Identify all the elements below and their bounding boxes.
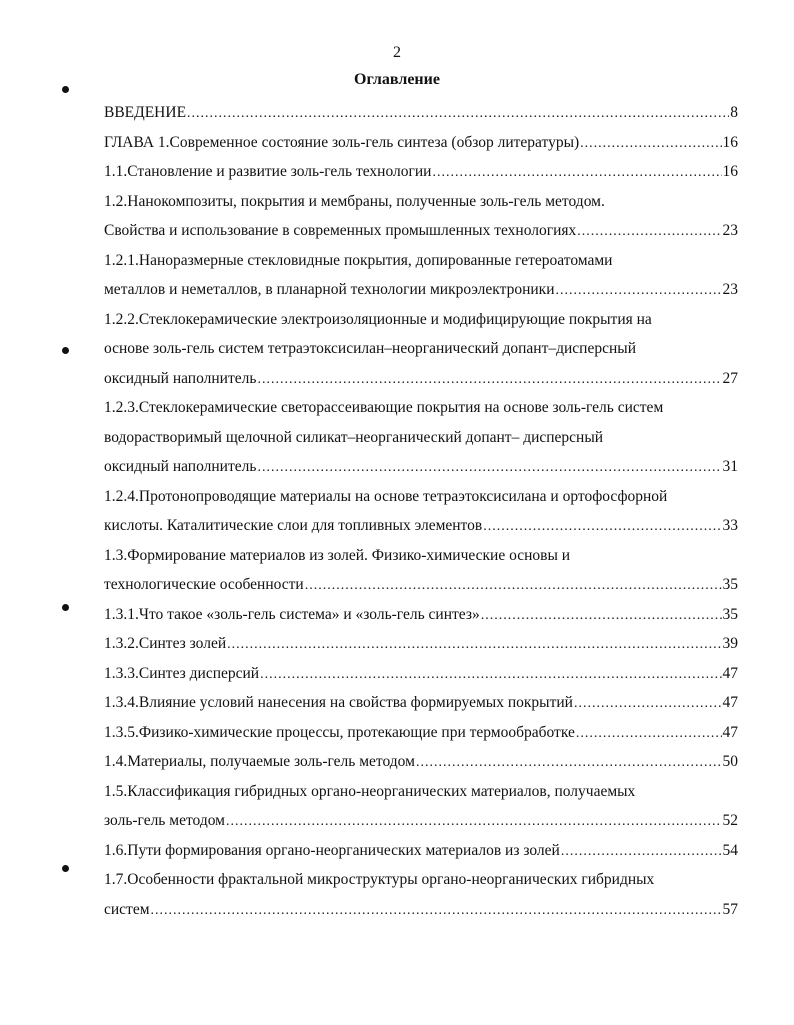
toc-entry-text: 1.6.Пути формирования органо-неорганических материалов из золей: [104, 841, 560, 859]
dot-leader: [187, 99, 729, 128]
toc-entry-text: 1.1.Становление и развитие золь-гель технологии: [104, 163, 432, 180]
toc-entry[interactable]: [104, 688, 738, 718]
toc-line: [104, 305, 738, 335]
toc-line: [104, 806, 738, 836]
dot-leader: [561, 837, 722, 866]
dot-leader: [151, 896, 722, 925]
toc-entry[interactable]: [104, 777, 738, 836]
toc-page-number: 35: [722, 605, 738, 623]
margin-mark: [62, 604, 69, 611]
toc-entry-text: 1.2.3.Стеклокерамические светорассеивающие покрытия на основе золь-гель систем: [104, 399, 664, 416]
page-number: 2: [393, 44, 401, 61]
margin-mark: [62, 865, 69, 872]
toc-entry-text: систем: [104, 900, 150, 918]
toc-entry-text: 1.3.1.Что такое «золь-гель система» и «золь-гель синтез»: [104, 605, 480, 623]
toc-page-number: 54: [722, 841, 738, 859]
dot-leader: [432, 158, 721, 187]
toc-entry-text: 1.5.Классификация гибридных органо-неорганических материалов, получаемых: [104, 782, 636, 800]
toc-entry[interactable]: [104, 98, 738, 128]
toc-entry[interactable]: [104, 246, 738, 305]
margin-mark: [62, 86, 69, 93]
dot-leader: [577, 217, 721, 246]
toc-line: [104, 98, 738, 128]
toc-line: [104, 865, 738, 895]
toc-entry-text: 1.7.Особенности фрактальной микроструктуры органо-неорганических гибридных: [104, 871, 655, 888]
toc-line: [104, 423, 738, 453]
toc-entry[interactable]: [104, 187, 738, 246]
toc-entry-text: 1.4.Материалы, получаемые золь-гель методом: [104, 753, 415, 770]
toc-page-number: 39: [722, 635, 738, 652]
table-of-contents: [104, 98, 738, 924]
toc-line: [104, 629, 738, 659]
toc-entry-text: 1.2.2.Стеклокерамические электроизоляционные и модифицирующие покрытия на: [104, 310, 652, 328]
toc-page-number: 47: [722, 694, 738, 711]
toc-line: [104, 688, 738, 718]
toc-page-number: 31: [722, 458, 738, 475]
toc-entry-text: 1.2.1.Наноразмерные стекловидные покрытия, допированные гетероатомами: [104, 251, 613, 269]
dot-leader: [555, 276, 721, 305]
toc-page-number: 33: [722, 517, 738, 534]
toc-entry[interactable]: [104, 836, 738, 866]
toc-page-number: 50: [722, 753, 738, 770]
toc-entry[interactable]: [104, 541, 738, 600]
dot-leader: [257, 365, 721, 394]
toc-entry-text: оксидный наполнитель: [104, 458, 257, 475]
toc-entry[interactable]: [104, 482, 738, 541]
toc-line: [104, 275, 738, 305]
toc-line: [104, 895, 738, 925]
toc-line: [104, 747, 738, 777]
toc-line: [104, 600, 738, 630]
toc-entry[interactable]: [104, 305, 738, 394]
toc-entry-text: оксидный наполнитель: [104, 369, 257, 387]
toc-line: [104, 659, 738, 689]
toc-entry-text: 1.3.Формирование материалов из золей. Физико-химические основы и: [104, 546, 571, 564]
toc-entry[interactable]: [104, 128, 738, 158]
toc-entry[interactable]: [104, 865, 738, 924]
toc-line: [104, 718, 738, 748]
toc-entry-text: 1.2.Нанокомпозиты, покрытия и мембраны, полученные золь-гель методом.: [104, 192, 605, 210]
toc-entry-text: технологические особенности: [104, 576, 304, 593]
dot-leader: [574, 689, 722, 718]
dot-leader: [483, 512, 721, 541]
toc-page-number: 35: [722, 576, 738, 593]
toc-entry[interactable]: [104, 600, 738, 630]
toc-page-number: 57: [722, 900, 738, 918]
dot-leader: [481, 601, 722, 630]
toc-entry[interactable]: [104, 629, 738, 659]
dot-leader: [580, 129, 721, 158]
toc-entry-text: ВВЕДЕНИЕ: [104, 104, 187, 121]
toc-line: [104, 216, 738, 246]
toc-line: [104, 482, 738, 512]
dot-leader: [576, 719, 722, 748]
toc-line: [104, 452, 738, 482]
toc-page-number: 47: [722, 723, 738, 741]
dot-leader: [260, 660, 721, 689]
toc-line: [104, 541, 738, 571]
dot-leader: [416, 748, 722, 777]
toc-page-number: 23: [722, 281, 738, 298]
toc-entry-text: водорастворимый щелочной силикат–неорганический допант– дисперсный: [104, 428, 604, 446]
toc-line: [104, 128, 738, 158]
toc-line: [104, 246, 738, 276]
toc-page-number: 16: [722, 133, 738, 151]
dot-leader: [305, 571, 722, 600]
toc-line: [104, 157, 738, 187]
toc-entry-text: 1.3.3.Синтез дисперсий: [104, 664, 260, 682]
dot-leader: [257, 453, 721, 482]
toc-entry-text: 1.3.4.Влияние условий нанесения на свойства формируемых покрытий: [104, 694, 573, 711]
toc-entry[interactable]: [104, 157, 738, 187]
toc-page-number: 23: [722, 222, 738, 239]
toc-entry-text: 1.2.4.Протонопроводящие материалы на основе тетраэтоксисилана и ортофосфорной: [104, 487, 668, 505]
toc-line: [104, 393, 738, 423]
toc-entry-text: 1.3.2.Синтез золей: [104, 635, 227, 652]
toc-entry-text: металлов и неметаллов, в планарной технологии микроэлектроники: [104, 281, 555, 298]
toc-entry-text: основе золь-гель систем тетраэтоксисилан–неорганический допант–дисперсный: [104, 340, 636, 357]
toc-title: Оглавление: [354, 71, 440, 88]
toc-entry[interactable]: [104, 747, 738, 777]
toc-line: [104, 364, 738, 394]
toc-page-number: 27: [722, 369, 738, 387]
toc-entry[interactable]: [104, 659, 738, 689]
toc-line: [104, 570, 738, 600]
toc-line: [104, 187, 738, 217]
toc-page-number: 16: [722, 163, 738, 180]
toc-entry-text: 1.3.5.Физико-химические процессы, протекающие при термообработке: [104, 723, 575, 741]
toc-line: [104, 836, 738, 866]
toc-page-number: 52: [722, 812, 738, 829]
toc-line: [104, 777, 738, 807]
toc-entry[interactable]: [104, 718, 738, 748]
toc-page-number: 8: [730, 104, 738, 121]
toc-entry-text: кислоты. Каталитические слои для топливных элементов: [104, 517, 483, 534]
toc-entry[interactable]: [104, 393, 738, 482]
dot-leader: [226, 807, 722, 836]
toc-entry-text: золь-гель методом: [104, 812, 225, 829]
toc-page-number: 47: [722, 664, 738, 682]
toc-line: [104, 511, 738, 541]
margin-mark: [62, 347, 69, 354]
toc-entry-text: ГЛАВА 1.Современное состояние золь-гель синтеза (обзор литературы): [104, 133, 580, 151]
dot-leader: [227, 630, 721, 659]
toc-line: [104, 334, 738, 364]
toc-entry-text: Свойства и использование в современных промышленных технологиях: [104, 222, 577, 239]
